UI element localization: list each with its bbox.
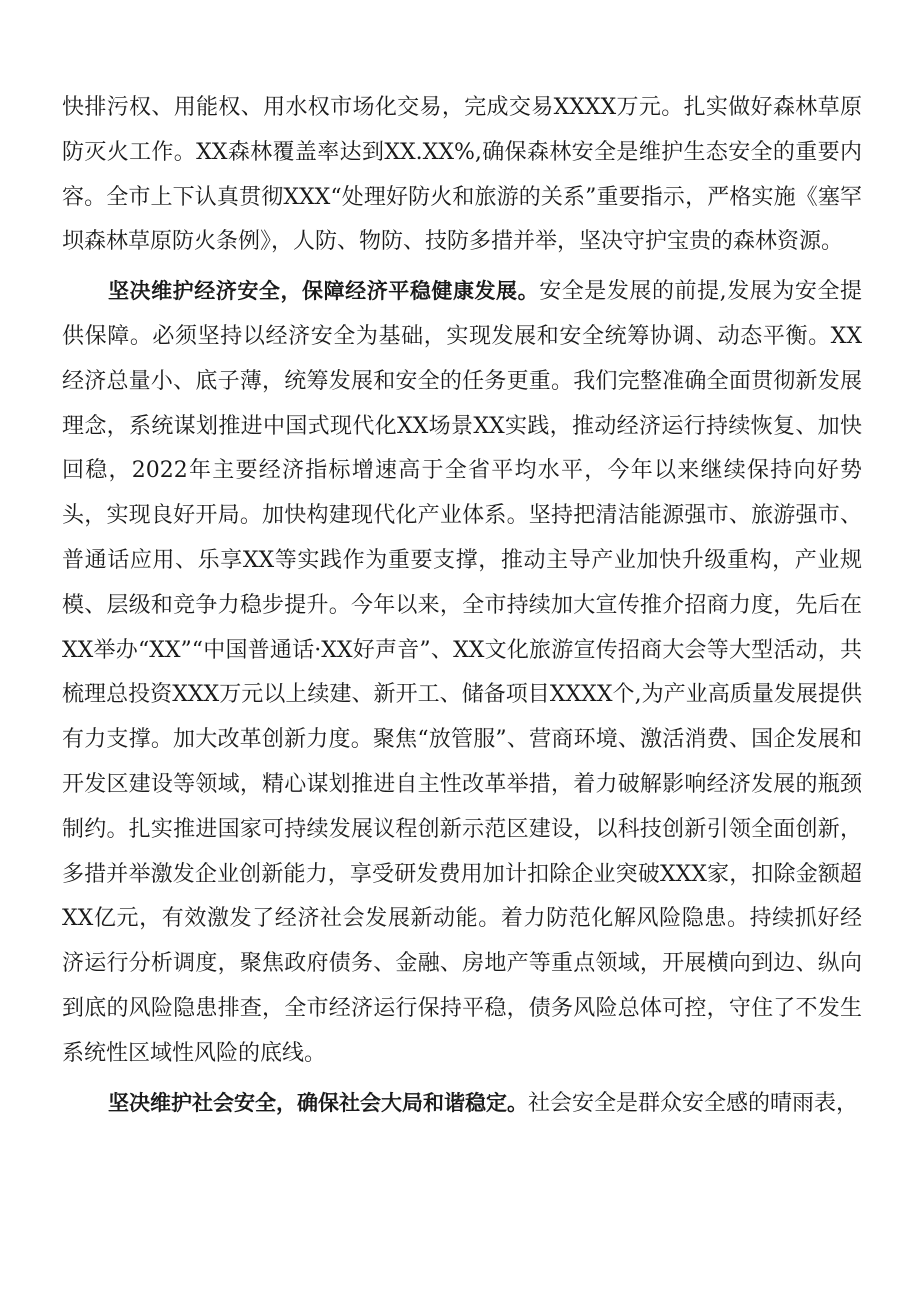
paragraph-text: 快排污权、用能权、用水权市场化交易，完成交易XXXX万元。扎实做好森林草原防灭火工作。XX森林覆盖率达到XX.XX%,确保森林安全是维护生态安全的重要内容。全市上下认真贯彻XXX“处理好防火和旅游的关系”重要指示，严格实施《塞罕坝森林草原防火条例》，人防、物防、技防多措并举，坚决守护宝贵的森林资源。: [62, 95, 862, 255]
paragraph-continued: [62, 86, 862, 265]
paragraph-lead: 坚决维护社会安全，确保社会大局和谐稳定。: [108, 1090, 528, 1115]
paragraph-social-security: [62, 1081, 862, 1127]
paragraph-text: 安全是发展的前提,发展为安全提供保障。必须坚持以经济安全为基础，实现发展和安全统筹协调、动态平衡。XX经济总量小、底子薄，统筹发展和安全的任务更重。我们完整准确全面贯彻新发展理念，系统谋划推进中国式现代化XX场景XX实践，推动经济运行持续恢复、加快回稳，2022年主要经济指标增速高于全省平均水平，今年以来继续保持向好势头，实现良好开局。加快构建现代化产业体系。坚持把清洁能源强市、旅游强市、普通话应用、乐享XX等实践作为重要支撑，推动主导产业加快升级重构，产业规模、层级和竞争力稳步提升。今年以来，全市持续加大宣传推介招商力度，先后在XX举办“XX”“中国普通话·XX好声音”、XX文化旅游宣传招商大会等大型活动，共梳理总投资XXX万元以上续建、新开工、储备项目XXXX个,为产业高质量发展提供有力支撑。加大改革创新力度。聚焦“放管服”、营商环境、激活消费、国企发展和开发区建设等领域，精心谋划推进自主性改革举措，着力破解影响经济发展的瓶颈制约。扎实推进国家可持续发展议程创新示范区建设，以科技创新引领全面创新，多措并举激发企业创新能力，享受研发费用加计扣除企业突破XXX家，扣除金额超XX亿元，有效激发了经济社会发展新动能。着力防范化解风险隐患。持续抓好经济运行分析调度，聚焦政府债务、金融、房地产等重点领域，开展横向到边、纵向到底的风险隐患排查，全市经济运行保持平稳，债务风险总体可控，守住了不发生系统性区域性风险的底线。: [62, 279, 863, 1066]
document-page: [62, 86, 862, 1130]
paragraph-lead: 坚决维护经济安全，保障经济平稳健康发展。: [108, 279, 540, 304]
paragraph-economic-security: [62, 269, 862, 1076]
paragraph-text: 社会安全是群众安全感的晴雨表，: [528, 1090, 859, 1116]
